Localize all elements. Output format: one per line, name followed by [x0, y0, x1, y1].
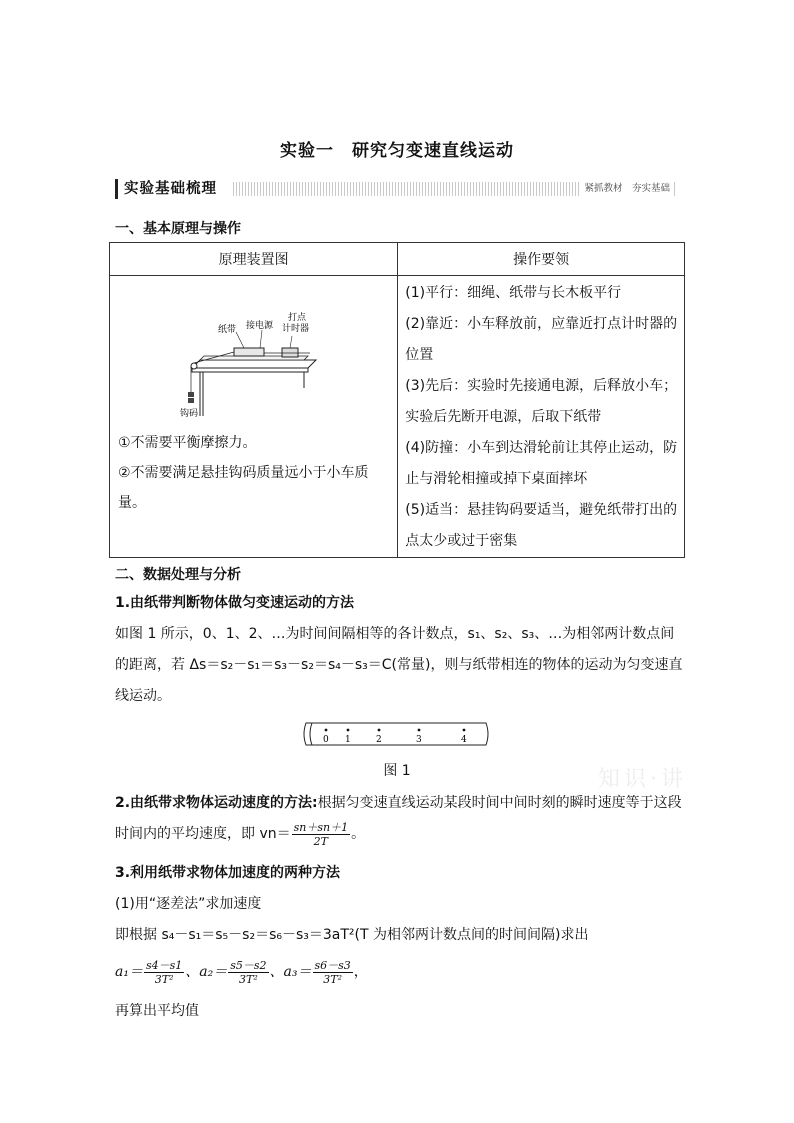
tape-label-1: 1 [345, 735, 351, 745]
watermark: 知识·讲 [598, 767, 687, 792]
a1-label: a₁＝ [115, 964, 143, 980]
a1-fraction [144, 959, 184, 986]
item3-title: 3.利用纸带求物体加速度的两种方法 [115, 865, 341, 881]
tape-label-0: 0 [323, 735, 329, 745]
label-power: 接电源 [246, 321, 274, 331]
op-item-5: (5)适当：悬挂钩码要适当，避免纸带打出的点太少或过于密集 [405, 502, 678, 549]
tape-dot-3 [418, 729, 421, 732]
a1-num: s4－s1 [145, 958, 183, 972]
item2-paragraph [115, 788, 685, 850]
table-header-left: 原理装置图 [110, 243, 398, 276]
label-timer-1: 打点 [288, 313, 307, 323]
a2-den: 3T² [239, 972, 258, 986]
note-1: ①不需要平衡摩擦力。 [118, 435, 257, 451]
label-timer-2: 计时器 [282, 324, 310, 334]
label-weight: 钩码 [180, 409, 199, 419]
item1-title: 1.由纸带判断物体做匀变速运动的方法 [115, 595, 355, 611]
figure-caption: 图 1 [383, 763, 411, 779]
tape-label-4: 4 [461, 735, 467, 745]
banner-label: 实验基础梳理 [115, 179, 222, 199]
section-banner [115, 179, 677, 199]
section1-heading: 一、基本原理与操作 [115, 221, 241, 237]
a2-num: s5－s2 [230, 958, 267, 972]
velocity-fraction [292, 821, 350, 848]
item3-text: 即根据 s₄－s₁＝s₅－s₂＝s₆－s₃＝3aT²(T 为相邻两计数点间的时间间隔)求出 [115, 927, 589, 943]
a3-num: s6－s3 [314, 958, 351, 972]
table-header-right: 操作要领 [398, 243, 685, 276]
op-item-1: (1)平行：细绳、纸带与长木板平行 [405, 285, 622, 301]
tape-dot-0 [325, 729, 328, 732]
tape-dot-1 [347, 729, 350, 732]
acceleration-formulas [115, 955, 685, 989]
tape-label-2: 2 [376, 735, 382, 745]
a2-label: 、a₂＝ [185, 964, 228, 980]
apparatus-diagram [170, 308, 320, 436]
item2-title: 2.由纸带求物体运动速度的方法: [115, 795, 318, 811]
a3-fraction [313, 959, 353, 986]
op-item-3: (3)先后：实验时先接通电源，后释放小车；实验后先断开电源，后取下纸带 [405, 378, 678, 425]
op-item-2: (2)靠近：小车释放前，应靠近打点计时器的位置 [405, 316, 678, 363]
a3-label: 、a₃＝ [269, 964, 312, 980]
apparatus-cell [110, 276, 398, 558]
item3-sub: (1)用“逐差法”求加速度 [115, 896, 262, 912]
paper-tape-figure [302, 721, 490, 747]
item2-text-b: 。 [351, 826, 366, 842]
banner-right-text: 紧抓教材 夯实基础 [581, 182, 673, 196]
operations-cell [398, 276, 685, 558]
page-title: 实验一 研究匀变速直线运动 [280, 141, 514, 161]
item2-text-a: 根据匀变速直线运动某段时间中间时刻的瞬时速度等于这段时间内的平均速度，即 vn＝ [115, 795, 682, 842]
a-end: ， [353, 964, 368, 980]
a2-fraction [228, 959, 268, 986]
label-tape: 纸带 [218, 325, 237, 335]
a1-den: 3T² [154, 972, 174, 986]
op-item-4: (4)防撞：小车到达滑轮前让其停止运动，防止与滑轮相撞或掉下桌面摔坏 [405, 440, 678, 487]
tape-dot-2 [378, 729, 381, 732]
item1-text: 如图 1 所示，0、1、2、…为时间间隔相等的各计数点，s₁、s₂、s₃、…为相邻两计数点间的距离，若 Δs＝s₂－s₁＝s₃－s₂＝s₄－s₃＝C(常量)，则与纸带相连的物体的运动为匀变速直线运动。 [115, 626, 683, 704]
velocity-frac-den: 2T [313, 834, 329, 848]
a3-den: 3T² [323, 972, 343, 986]
note-2: ②不需要满足悬挂钩码质量远小于小车质量。 [118, 465, 369, 511]
tape-label-3: 3 [416, 735, 422, 745]
final-text: 再算出平均值 [115, 1003, 199, 1019]
section2-heading: 二、数据处理与分析 [115, 567, 241, 583]
velocity-frac-num: sn＋sn＋1 [293, 820, 349, 834]
principle-table [109, 242, 685, 558]
tape-dot-4 [463, 729, 466, 732]
